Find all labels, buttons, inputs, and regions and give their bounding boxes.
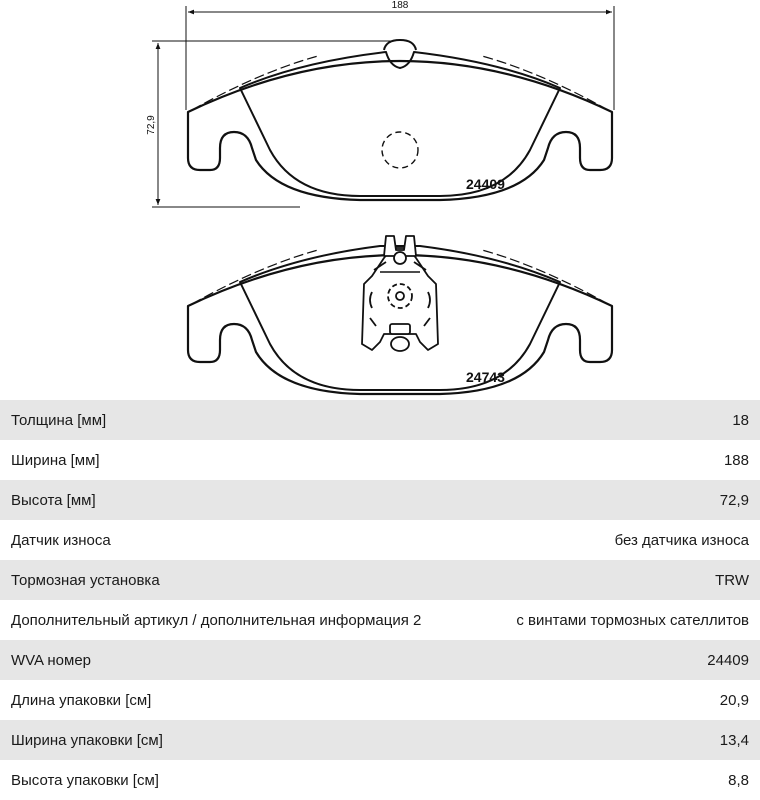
spec-value: 8,8 [728,771,749,789]
spec-label: Длина упаковки [см] [11,691,152,709]
spec-label: Тормозная установка [11,571,160,589]
spec-value: TRW [715,571,749,589]
spec-value: 18 [732,411,749,429]
spec-row-brake-system [0,560,760,600]
height-dimension-label: 72,9 [146,115,157,135]
spring-clip [362,236,438,351]
spec-value: с винтами тормозных сателлитов [516,611,749,629]
spec-row-package-length [0,680,760,720]
width-dimension-label: 188 [391,0,409,11]
width-dimension [186,0,614,110]
spec-row-thickness [0,400,760,440]
pad-top-part-number: 24409 [466,176,505,192]
spec-label: Высота упаковки [см] [11,771,159,789]
spec-row-width [0,440,760,480]
height-dimension [146,41,395,207]
spec-row-wear-sensor [0,520,760,560]
spec-label: Толщина [мм] [11,411,107,429]
spec-row-wva-number [0,640,760,680]
brake-pad-top [188,40,612,200]
spec-label: Высота [мм] [11,491,96,509]
spec-label: Ширина упаковки [см] [11,731,163,749]
spec-value: 72,9 [719,491,749,509]
spec-label: Ширина [мм] [11,451,100,469]
specifications-table [0,400,760,800]
pad-bottom-part-number: 24743 [466,369,505,385]
spec-value: без датчика износа [614,531,749,549]
spec-value: 20,9 [719,691,749,709]
spec-label: WVA номер [11,651,92,669]
spec-label: Датчик износа [11,531,111,549]
spec-value: 13,4 [719,731,749,749]
spec-row-package-height [0,760,760,800]
spec-row-additional-info [0,600,760,640]
spec-value: 188 [723,451,749,469]
spec-row-package-width [0,720,760,760]
spec-row-height [0,480,760,520]
spec-value: 24409 [707,651,749,669]
spec-label: Дополнительный артикул / дополнительная информация 2 [11,611,422,629]
